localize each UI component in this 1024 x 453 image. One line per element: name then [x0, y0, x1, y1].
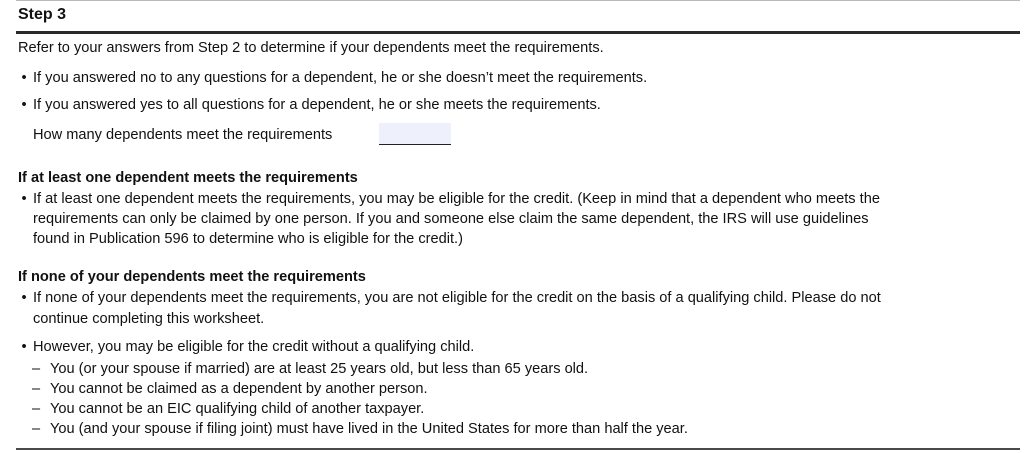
dependents-count-input[interactable]: [379, 123, 451, 145]
bullet-text-continued: found in Publication 596 to determine who is eligible for the credit.): [33, 231, 463, 247]
bottom-divider: [16, 448, 1020, 450]
bullet-icon: •: [21, 191, 27, 207]
bullet-text-continued: continue completing this worksheet.: [33, 311, 265, 327]
sub-item-text: You (or your spouse if married) are at least 25 years old, but less than 65 years old.: [50, 361, 589, 377]
dash-icon: –: [32, 421, 41, 437]
dash-icon: –: [32, 401, 41, 417]
question-label: How many dependents meet the requirements: [33, 127, 333, 143]
title-divider: [16, 31, 1020, 34]
dash-icon: –: [32, 381, 41, 397]
sub-item-text: You cannot be claimed as a dependent by another person.: [50, 381, 428, 397]
sub-item-text: You cannot be an EIC qualifying child of another taxpayer.: [50, 401, 425, 417]
bullet-icon: •: [21, 70, 27, 86]
bullet-text: If at least one dependent meets the requirements, you may be eligible for the credit. (Keep in mind that a dependent who meets the: [33, 191, 880, 207]
intro-text: Refer to your answers from Step 2 to determine if your dependents meet the requirements.: [18, 40, 604, 56]
section-heading-at-least-one: If at least one dependent meets the requirements: [18, 170, 358, 186]
bullet-text-continued: requirements can only be claimed by one person. If you and someone else claim the same dependent, the IRS will use guidelines: [33, 211, 869, 227]
bullet-icon: •: [21, 339, 27, 355]
bullet-icon: •: [21, 290, 27, 306]
bullet-text: However, you may be eligible for the credit without a qualifying child.: [33, 339, 475, 355]
sub-item-text: You (and your spouse if filing joint) must have lived in the United States for more than half the year.: [50, 421, 688, 437]
section-heading-none: If none of your dependents meet the requirements: [18, 269, 366, 285]
bullet-text: If you answered yes to all questions for a dependent, he or she meets the requirements.: [33, 97, 601, 113]
dash-icon: –: [32, 361, 41, 377]
bullet-text: If none of your dependents meet the requirements, you are not eligible for the credit on the basis of a qualifying child. Please do not: [33, 290, 881, 306]
top-divider: [16, 0, 1020, 1]
bullet-text: If you answered no to any questions for a dependent, he or she doesn’t meet the requirements.: [33, 70, 648, 86]
bullet-icon: •: [21, 97, 27, 113]
step-title: Step 3: [18, 6, 67, 23]
